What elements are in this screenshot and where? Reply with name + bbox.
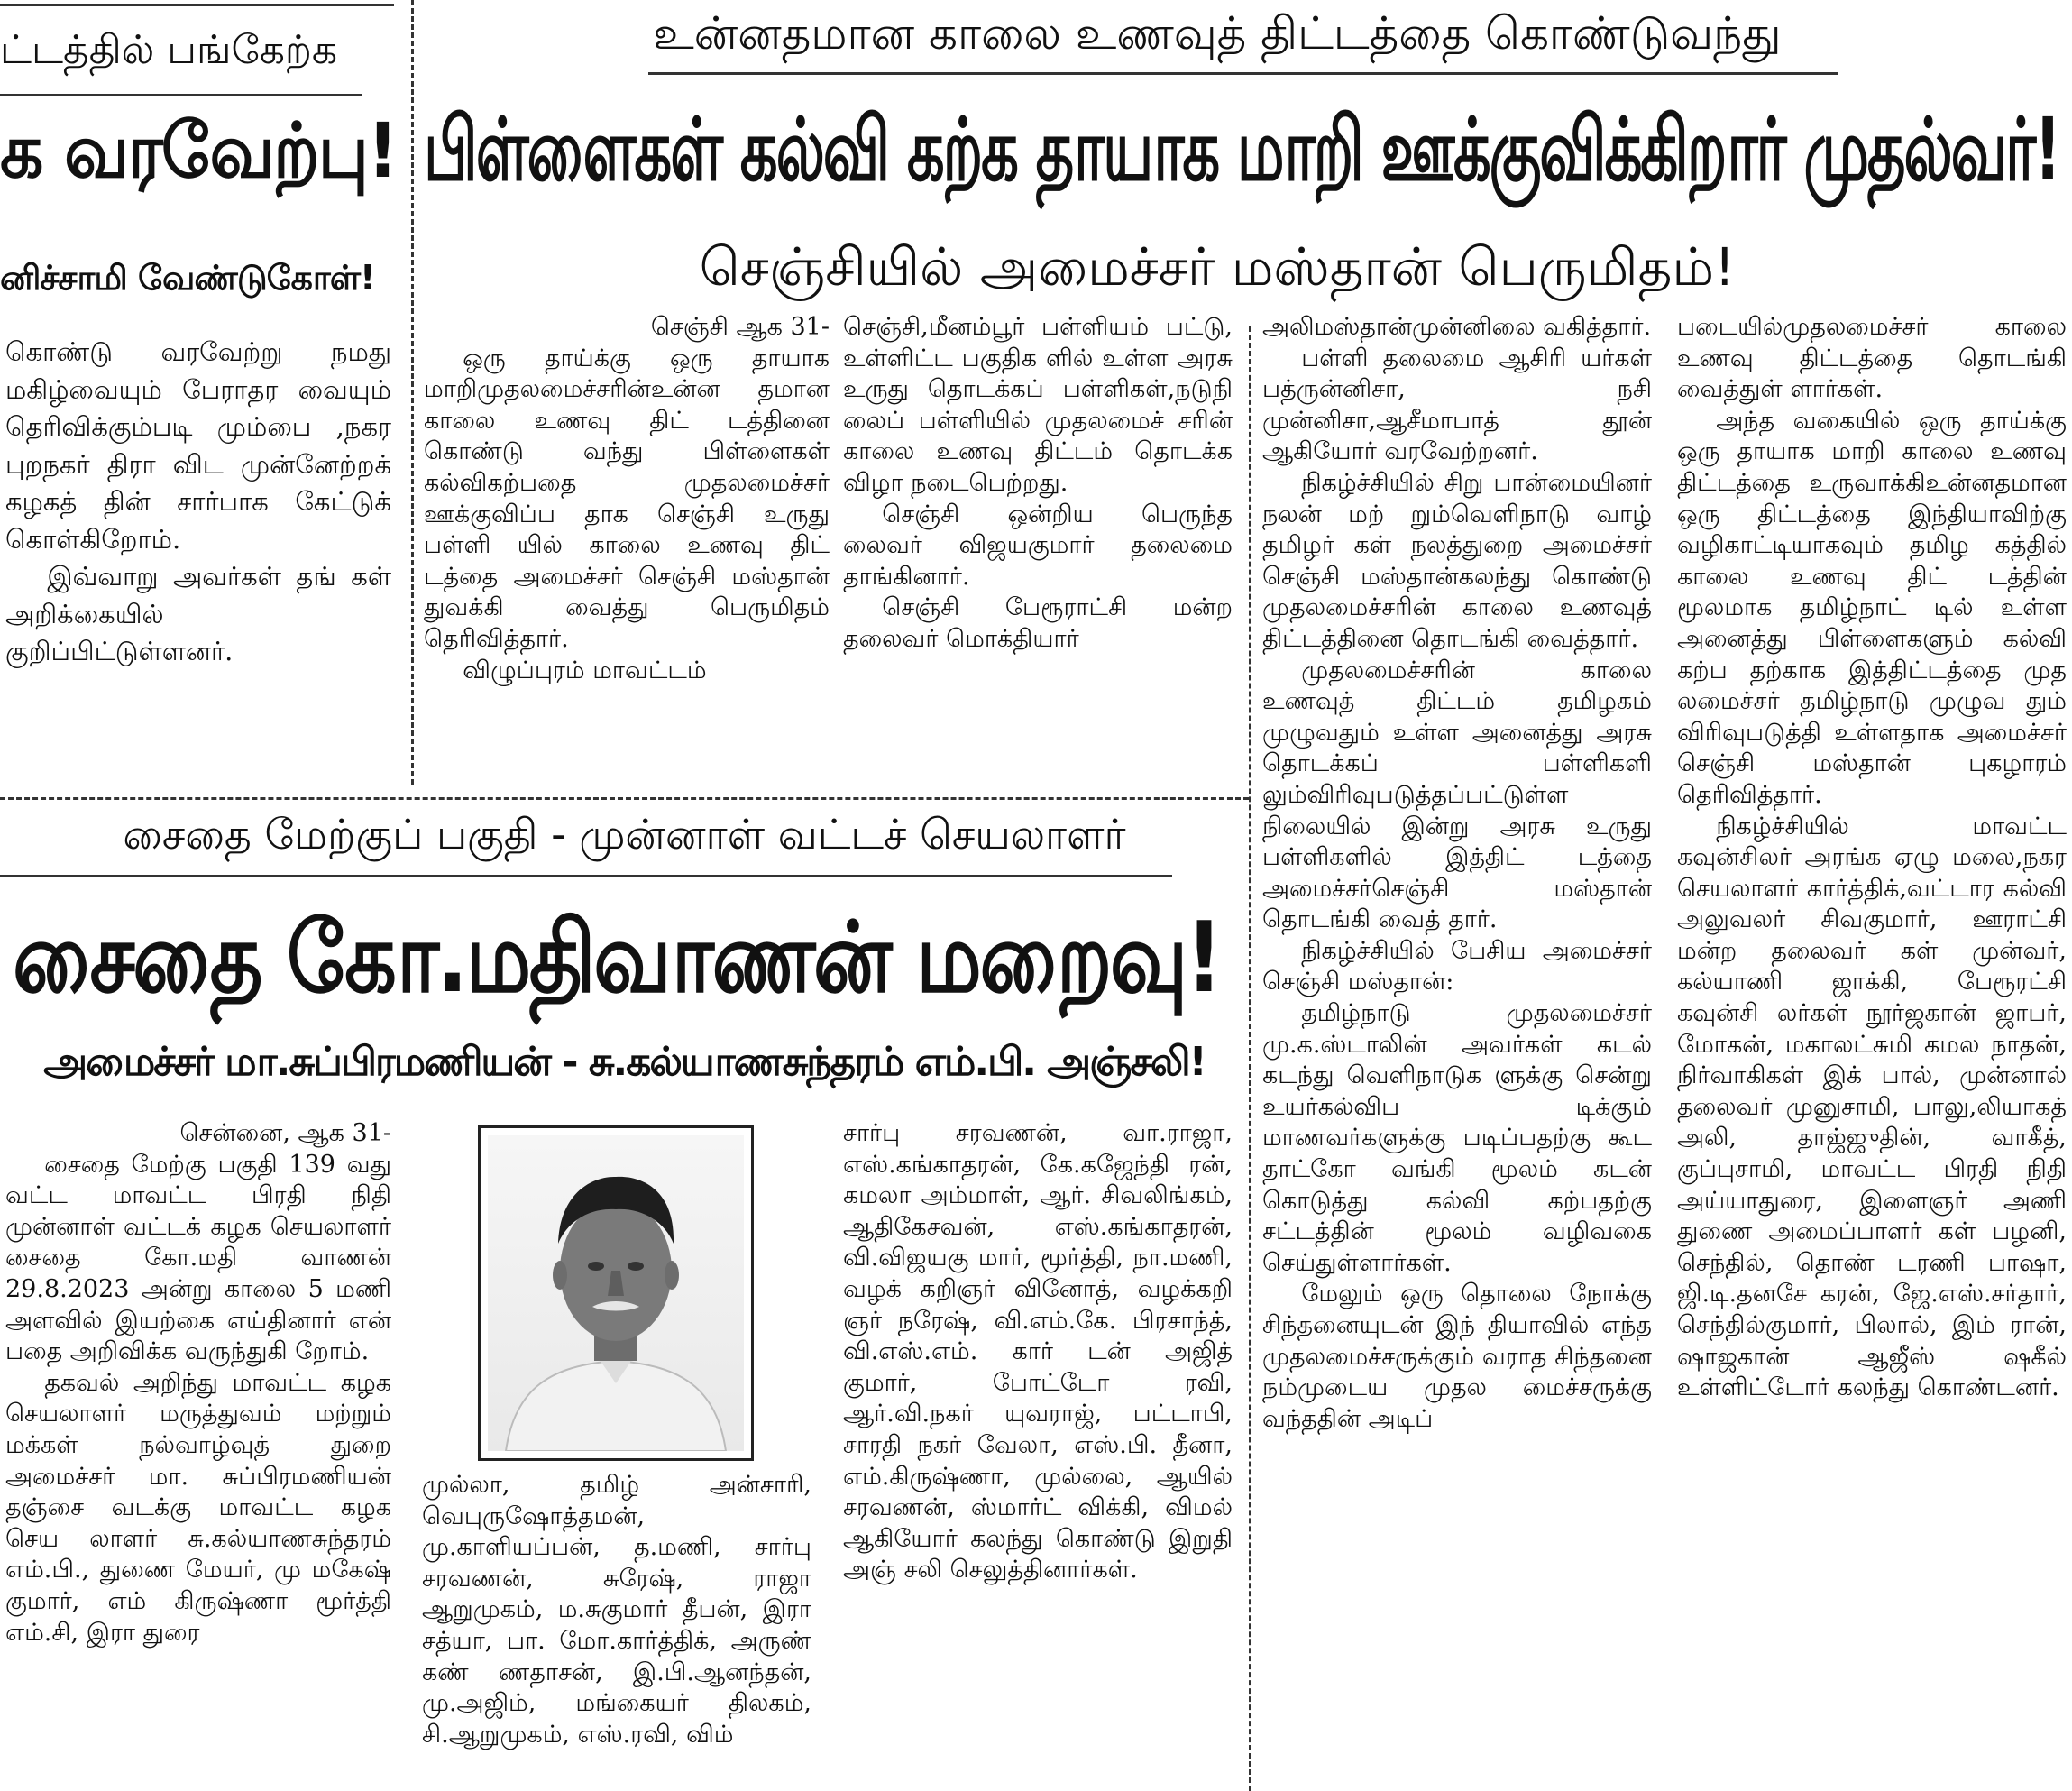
paragraph: நிகழ்ச்சியில் சிறு பான்மையினர் நலன் மற் றும்வெளிநாடு வாழ் தமிழர் கள் நலத்துறை அமைச்சர் செஞ்சி மஸ்தான்கலந்து கொண்டு முதலமைச்சரின் காலை உணவுத் திட்டத்தினை தொடங்கி வைத்தார். [1262,468,1652,653]
lead-headline: பிள்ளைகள் கல்வி கற்க தாயாக மாறி ஊக்குவிக்கிறார் முதல்வர்! [424,99,2060,200]
paragraph: நிகழ்ச்சியில் பேசிய அமைச்சர் செஞ்சி மஸ்தான்: [1262,936,1652,997]
top-left-body [5,334,391,789]
paragraph: கொண்டு வரவேற்று நமது மகிழ்வையும் பேராதர வையும் தெரிவிக்கும்படி மும்பை ,நகர புறநகர் திரா விட முன்னேற்றக் கழகத் தின் சார்பாக கேட்டுக் கொள்கிறோம். [5,336,391,555]
top-left-subhead: னிச்சாமி வேண்டுகோள்! [0,258,375,298]
obituary-headline: சைதை கோ.மதிவாணன் மறைவு! [13,902,1221,1015]
paragraph: சைதை மேற்கு பகுதி 139 வது வட்ட மாவட்ட பிரதி நிதி முன்னாள் வட்டக் கழக செயலாளர் சைதை கோ.மதி வாணன் 29.8.2023 அன்று காலை 5 மணி அளவில் இயற்கை எய்தினார் என் பதை அறிவிக்க வருந்துகி றோம். [5,1150,391,1366]
lead-dateline: செஞ்சி ஆக 31- [650,313,830,341]
obituary-subhead: அமைச்சர் மா.சுப்பிரமணியன் - சு.கல்யாணசுந்தரம் எம்.பி. அஞ்சலி! [43,1039,1206,1085]
paragraph: தமிழ்நாடு முதலமைச்சர் மு.க.ஸ்டாலின் அவர்கள் கடல் கடந்து வெளிநாடுக ளுக்கு சென்று உயர்கல்விப டிக்கும் மாணவர்களுக்கு படிப்பதற்கு கூட தாட்கோ வங்கி மூலம் கடன் கொடுத்து கல்வி கற்பதற்கு சட்டத்தின் மூலம் வழிவகை செய்துள்ளார்கள். [1262,999,1652,1277]
lead-subhead: செஞ்சியில் அமைச்சர் மஸ்தான் பெருமிதம்! [699,236,1736,298]
paragraph: பள்ளி தலைமை ஆசிரி யர்கள் பத்ருன்னிசா, நசி முன்னிசா,ஆசீமாபாத் தூன் ஆகியோர் வரவேற்றனர். [1262,344,1652,466]
paragraph: மேலும் ஒரு தொலை நோக்கு சிந்தனையுடன் இந் தியாவில் எந்த முதலமைச்சருக்கும் வராத சிந்தனை நம்முடைய முதல மைச்சருக்கு வந்ததின் அடிப் [1262,1280,1652,1433]
top-left-headline: க வரவேற்பு! [0,106,397,195]
paragraph: நிகழ்ச்சியில் மாவட்ட கவுன்சிலர் அரங்க ஏழு மலை,நகர செயலாளர் கார்த்திக்,வட்டார கல்வி அலுவலர் சிவகுமார், ஊராட்சி மன்ற தலைவர் கள் முன்வர், கல்யாணி ஜாக்கி, பேரூரட்சி கவுன்சி லர்கள் நூர்ஜகான் ஜாபர், மோகன், மகாலட்சுமி கமல நாதன், நிர்வாகிகள் இக் பால், முன்னால் தலைவர் முனுசாமி, பாலு,லியாகத் அலி, தாஜ்ஜுதின், வாகீத், குப்புசாமி, மாவட்ட பிரதி நிதி அய்யாதுரை, இளைஞர் அணி துணை அமைப்பாளர் கள் பழனி, செந்தில், தொண் டரணி பாஷா, ஜி.டி.தனசே கரன், ஜே.எஸ்.சர்தார், செந்தில்குமார், பிலால், இம் ரான், ஷாஜகான் ஆஜீஸ் ஷகீல் உள்ளிட்டோர் கலந்து கொண்டனர். [1677,812,2067,1402]
top-left-kicker: ட்டத்தில் பங்கேற்க [0,27,338,73]
paragraph: செஞ்சி பேரூராட்சி மன்ற தலைவர் மொக்தியார் [843,593,1233,653]
lead-column-2 [843,312,1233,763]
section-rule-obituary [0,797,1249,800]
obituary-kicker: சைதை மேற்குப் பகுதி - முன்னாள் வட்டச் செயலாளர் [123,810,1126,859]
lead-column-4 [1677,312,2067,1791]
paragraph: செஞ்சி ஒன்றிய பெருந்த லைவர் விஜயகுமார் தலைமை தாங்கினார். [843,500,1233,591]
paragraph: அந்த வகையில் ஒரு தாய்க்கு ஒரு தாயாக மாறி காலை உணவு திட்டத்தை உருவாக்கிஉன்னதமான ஒரு திட்டத்தை இந்தியாவிற்கு வழிகாட்டியாகவும் தமிழ கத்தில் காலை உணவு திட் டத்தின் மூலமாக தமிழ்நாட் டில் உள்ள அனைத்து பிள்ளைகளும் கல்வி கற்ப தற்காக இத்திட்டத்தை முத லமைச்சர் தமிழ்நாடு முழுவ தும் விரிவுபடுத்தி உள்ளதாக அமைச்சர் செஞ்சி மஸ்தான் புகழாரம் தெரிவித்தார். [1677,406,2067,809]
paragraph: இவ்வாறு அவர்கள் தங் கள் அறிக்கையில் குறிப்பிட்டுள்ளனர். [5,561,391,666]
obituary-column-1 [5,1118,391,1791]
column-rule-center [1249,326,1251,1791]
paragraph: செஞ்சி,மீனம்பூர் பள்ளியம் பட்டு, உள்ளிட்ட பகுதிக ளில் உள்ள அரசு உருது தொடக்கப் பள்ளிகள்,நடுநி லைப் பள்ளியில் முதலமைச் சரின் காலை உணவு திட்டம் தொடக்க விழா நடைபெற்றது. [843,313,1233,497]
obituary-photo [478,1125,754,1461]
lead-kicker: உன்னதமான காலை உணவுத் திட்டத்தை கொண்டுவந்து [653,7,1782,60]
paragraph: விழுப்புரம் மாவட்டம் [463,656,707,684]
obituary-column-2 [422,1470,811,1791]
lead-column-1 [424,312,830,763]
paragraph: சார்பு சரவணன், வா.ராஜா, எஸ்.கங்காதரன், கே.கஜேந்தி ரன், கமலா அம்மாள், ஆர். சிவலிங்கம், ஆதிகேசவன், எஸ்.கங்காதரன், வி.விஜயகு மார், மூர்த்தி, நா.மணி, வழக் கறிஞர் வினோத், வழக்கறி ஞர் நரேஷ், வி.எம்.கே. பிரசாந்த், வி.எஸ்.எம். கார் டன் அஜித் குமார், போட்டோ ரவி, ஆர்.வி.நகர் யுவராஜ், பட்டாபி, சாரதி நகர் வேலா, எஸ்.பி. தீனா, எம்.கிருஷ்ணா, முல்லை, ஆயில் சரவணன், ஸ்மார்ட் விக்கி, விமல் ஆகியோர் கலந்து கொண்டு இறுதி அஞ் சலி செலுத்தினார்கள். [843,1119,1233,1584]
lead-kicker-rule [648,72,1838,75]
portrait-svg [488,1135,744,1451]
lead-column-3 [1262,312,1652,1791]
obituary-column-3 [843,1118,1233,1791]
paragraph: படையில்முதலமைச்சர் காலை உணவு திட்டத்தை தொடங்கி வைத்துள் ளார்கள். [1677,313,2067,404]
obituary-kicker-rule [0,875,1172,877]
obituary-dateline: சென்னை, ஆக 31- [179,1119,391,1147]
column-rule-left [411,0,414,785]
paragraph: தகவல் அறிந்து மாவட்ட கழக செயலாளர் மருத்துவம் மற்றும் மக்கள் நல்வாழ்வுத் துறை அமைச்சர் மா. சுப்பிரமணியன் தஞ்சை வடக்கு மாவட்ட கழக செய லாளர் சு.கல்யாணசுந்தரம் எம்.பி., துணை மேயர், மு மகேஷ் குமார், எம் கிருஷ்ணா மூர்த்தி எம்.சி, இரா துரை [5,1368,391,1647]
top-left-kicker-rule [0,94,362,96]
top-left-rule [0,4,394,6]
paragraph: அலிமஸ்தான்முன்னிலை வகித்தார். [1262,313,1652,341]
portrait-image [488,1135,744,1451]
paragraph: ஒரு தாய்க்கு ஒரு தாயாக மாறிமுதலமைச்சரின்உன்ன தமான காலை உணவு திட் டத்தினை கொண்டு வந்து பிள்ளைகள் கல்விகற்பதை முதலமைச்சர் ஊக்குவிப்ப தாக செஞ்சி உருது பள்ளி யில் காலை உணவு திட் டத்தை அமைச்சர் செஞ்சி மஸ்தான் துவக்கி வைத்து பெருமிதம் தெரிவித்தார். [424,344,830,653]
paragraph: முதலமைச்சரின் காலை உணவுத் திட்டம் தமிழகம் முழுவதும் உள்ள அனைத்து அரசு தொடக்கப் பள்ளிகளி லும்விரிவுபடுத்தப்பட்டுள்ள நிலையில் இன்று அரசு உருது பள்ளிகளில் இத்திட் டத்தை அமைச்சர்செஞ்சி மஸ்தான் தொடங்கி வைத் தார். [1262,656,1652,934]
paragraph: முல்லா, தமிழ் அன்சாரி, வெபுருஷோத்தமன், மு.காளியப்பன், த.மணி, சார்பு சரவணன், சுரேஷ், ராஜா ஆறுமுகம், ம.சுகுமார் தீபன், இரா சத்யா, பா. மோ.கார்த்திக், அருண் கண் ணதாசன், இ.பி.ஆனந்தன், மு.அஜிம், மங்கையர் திலகம், சி.ஆறுமுகம், எஸ்.ரவி, விம் [422,1471,811,1749]
